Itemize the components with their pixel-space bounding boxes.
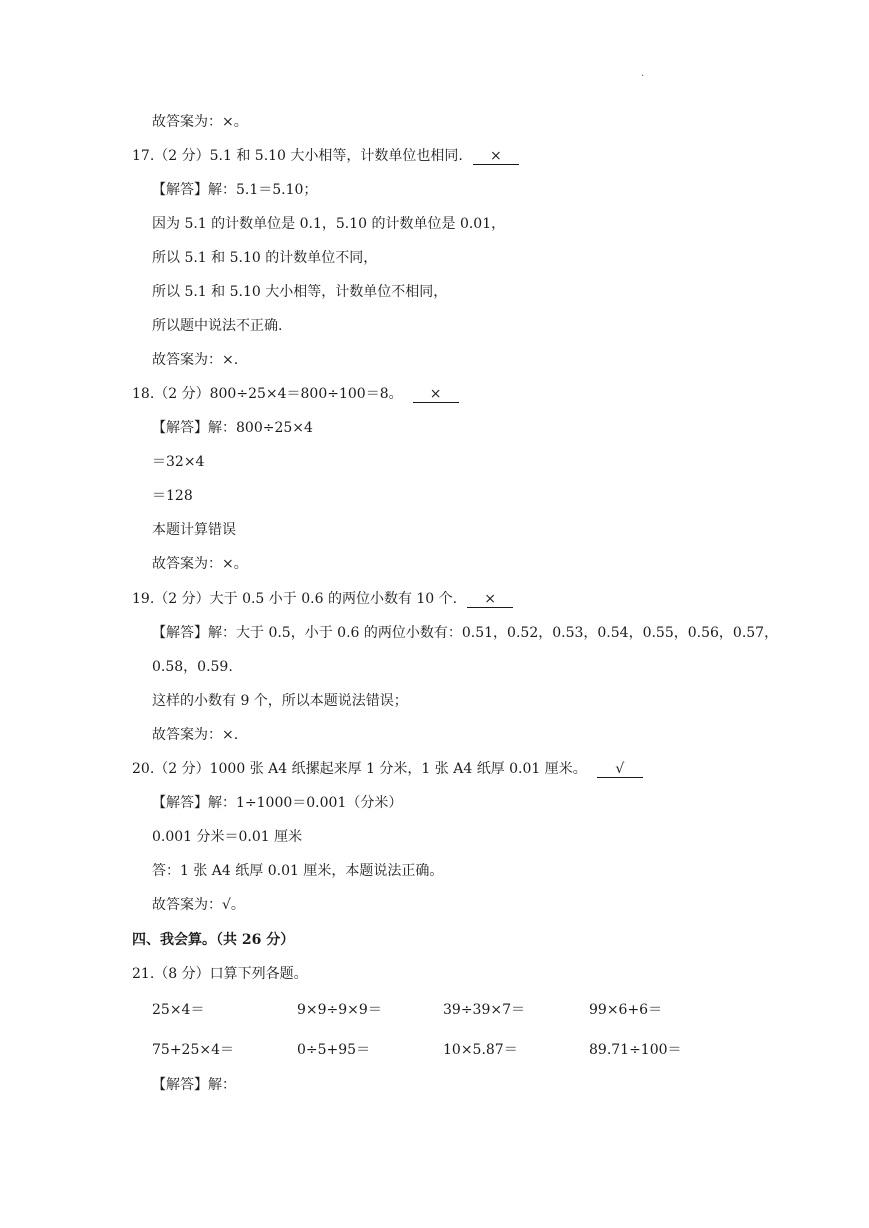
solution-line: ＝128 <box>152 488 193 504</box>
calc-item: 0÷5+95＝ <box>297 1042 371 1058</box>
solution-line: ＝32×4 <box>152 454 205 470</box>
solution-line: 0.001 分米＝0.01 厘米 <box>152 829 303 845</box>
question-18 <box>132 385 459 403</box>
solution-line: 0.58，0.59. <box>152 659 233 675</box>
solution-line: 所以 5.1 和 5.10 的计数单位不同， <box>152 250 378 266</box>
solution-line: 【解答】解：1÷1000＝0.001（分米） <box>152 795 403 811</box>
answer-blank: × <box>473 148 519 165</box>
question-text: 17.（2 分）5.1 和 5.10 大小相等，计数单位也相同. <box>132 148 463 164</box>
calc-item: 75+25×4＝ <box>152 1042 234 1058</box>
page-mark: . <box>641 68 645 79</box>
calc-item: 10×5.87＝ <box>443 1042 518 1058</box>
solution-line: 【解答】解：5.1＝5.10； <box>152 182 318 198</box>
calc-item: 39÷39×7＝ <box>443 1002 525 1018</box>
answer-line: 故答案为：×. <box>152 727 239 743</box>
calc-item: 9×9÷9×9＝ <box>297 1002 382 1018</box>
solution-line: 所以 5.1 和 5.10 大小相等，计数单位不相同， <box>152 284 448 300</box>
question-21: 21.（8 分）口算下列各题。 <box>132 966 308 982</box>
answer-blank: √ <box>597 761 643 778</box>
solution-line: 【解答】解：大于 0.5，小于 0.6 的两位小数有：0.51，0.52，0.53，0.54，0.55，0.56，0.57， <box>152 625 779 641</box>
calc-item: 25×4＝ <box>152 1002 205 1018</box>
answer-line: 故答案为：√。 <box>152 897 245 913</box>
answer-line: 故答案为：×。 <box>152 114 248 130</box>
answer-line: 故答案为：×. <box>152 352 239 368</box>
answer-blank: × <box>467 591 513 608</box>
solution-line: 本题计算错误 <box>152 522 236 538</box>
solution-line: 【解答】解：800÷25×4 <box>152 420 313 436</box>
answer-line: 故答案为：×。 <box>152 556 248 572</box>
solution-line: 【解答】解： <box>152 1077 236 1093</box>
question-19 <box>132 590 513 608</box>
answer-blank: × <box>413 386 459 403</box>
solution-line: 这样的小数有 9 个，所以本题说法错误； <box>152 693 408 709</box>
solution-line: 因为 5.1 的计数单位是 0.1，5.10 的计数单位是 0.01， <box>152 216 506 232</box>
question-17 <box>132 147 519 165</box>
question-text: 18.（2 分）800÷25×4＝800÷100＝8。 <box>132 386 403 402</box>
solution-line: 所以题中说法不正确. <box>152 318 283 334</box>
solution-line: 答：1 张 A4 纸厚 0.01 厘米，本题说法正确。 <box>152 863 444 879</box>
calc-item: 89.71÷100＝ <box>589 1042 682 1058</box>
calc-item: 99×6+6＝ <box>589 1002 663 1018</box>
question-20 <box>132 760 643 778</box>
question-text: 20.（2 分）1000 张 A4 纸摞起来厚 1 分米，1 张 A4 纸厚 0.01 厘米。 <box>132 761 587 777</box>
question-text: 19.（2 分）大于 0.5 小于 0.6 的两位小数有 10 个. <box>132 591 458 607</box>
section-heading: 四、我会算。（共 26 分） <box>132 932 295 948</box>
